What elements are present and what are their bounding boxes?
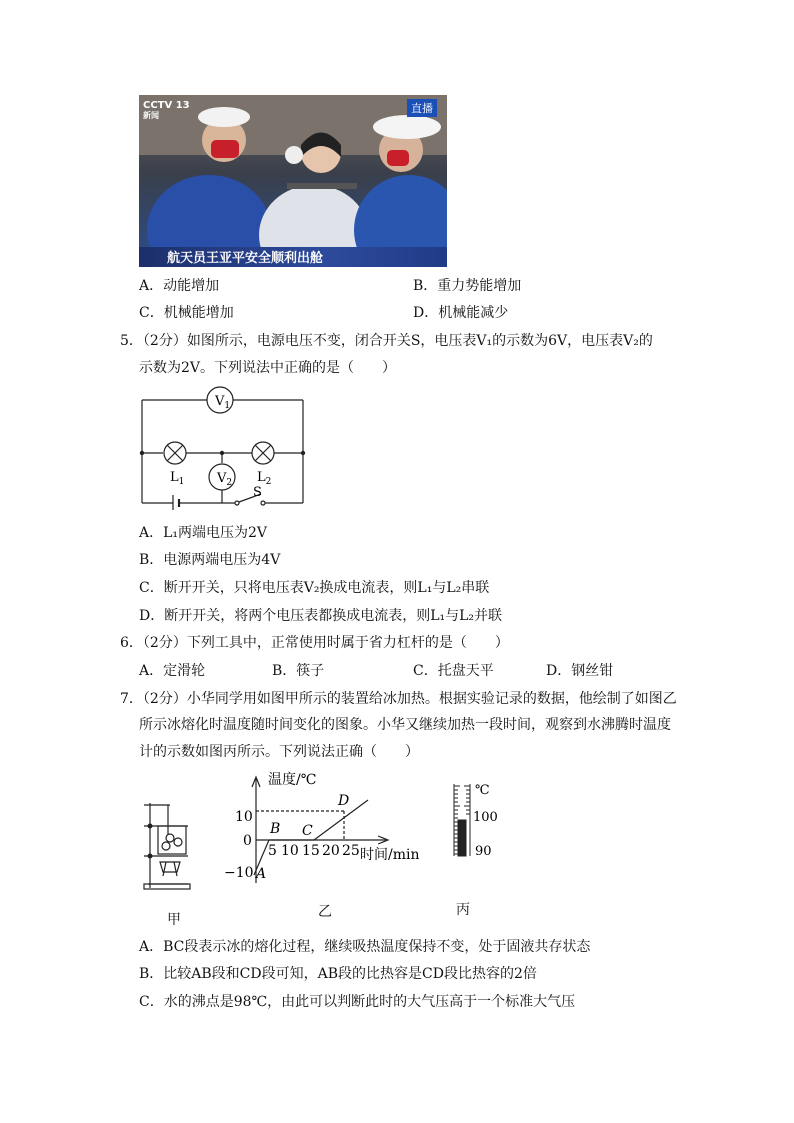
q4-option-b: B．重力势能增加 <box>413 278 522 294</box>
q5-option-a: A．L₁两端电压为2V <box>139 525 268 541</box>
fig-label-jia: 甲 <box>167 912 181 928</box>
xtick-5: 5 <box>268 843 277 859</box>
photo-caption: 航天员王亚平安全顺利出舱 <box>167 251 324 266</box>
astronaut-photo <box>139 95 447 267</box>
q6-option-a: A．定滑轮 <box>139 663 206 679</box>
ytick-0: 0 <box>243 833 252 849</box>
q4-option-c: C．机械能增加 <box>139 305 234 321</box>
fig-label-yi: 乙 <box>318 904 332 920</box>
q4-option-d: D．机械能减少 <box>413 305 509 321</box>
xtick-15: 15 <box>302 843 320 859</box>
point-b: B <box>270 821 281 837</box>
heating-apparatus <box>140 800 195 895</box>
thermometer-label-90: 90 <box>475 844 492 859</box>
q5-stem-line2: 示数为2V。下列说法中正确的是（ ） <box>139 360 397 376</box>
q5-option-d: D．断开开关，将两个电压表都换成电流表，则L₁与L₂并联 <box>139 608 503 624</box>
q7-stem-line3: 计的示数如图丙所示。下列说法正确（ ） <box>139 744 419 760</box>
ytick-10: 10 <box>235 809 253 825</box>
temperature-time-graph <box>218 765 433 885</box>
q5-circuit-diagram <box>135 385 315 510</box>
switch-label: S <box>253 485 262 500</box>
q7-option-b: B．比较AB段和CD段可知，AB段的比热容是CD段比热容的2倍 <box>139 966 537 982</box>
xtick-20: 20 <box>322 843 340 859</box>
q6-option-c: C．托盘天平 <box>413 663 494 679</box>
lamp-l1-label: $L_1$ <box>170 470 185 487</box>
q6-option-b: B．筷子 <box>272 663 325 679</box>
q5-stem-line1: 5．（2分）如图所示，电源电压不变，闭合开关S，电压表V₁的示数为6V，电压表V₂的 <box>120 333 653 349</box>
q5-option-b: B．电源两端电压为4V <box>139 552 281 568</box>
lamp-l2-label: $L_2$ <box>257 470 272 487</box>
graph-ylabel: 温度/℃ <box>268 772 317 788</box>
q5-option-c: C．断开开关，只将电压表V₂换成电流表，则L₁与L₂串联 <box>139 580 490 596</box>
q7-stem-line2: 所示冰熔化时温度随时间变化的图象。小华又继续加热一段时间，观察到水沸腾时温度 <box>139 717 671 733</box>
caption-bar <box>139 247 447 267</box>
q6-stem: 6．（2分）下列工具中，正常使用时属于省力杠杆的是（ ） <box>120 635 509 651</box>
fig-label-bing: 丙 <box>456 902 470 918</box>
meter-v2-label: $V_2$ <box>217 471 233 488</box>
point-d: D <box>338 793 350 809</box>
meter-v1-label: $V_1$ <box>215 394 231 411</box>
q7-option-c: C．水的沸点是98℃，由此可以判断此时的大气压高于一个标准大气压 <box>139 994 576 1010</box>
thermometer <box>448 780 508 862</box>
thermometer-unit: ℃ <box>475 783 490 798</box>
channel-logo: CCTV 13 新闻 <box>143 100 190 120</box>
point-c: C <box>302 823 313 839</box>
xtick-10: 10 <box>281 843 299 859</box>
live-badge: 直播 <box>407 99 437 117</box>
q4-option-a: A．动能增加 <box>139 278 220 294</box>
graph-xlabel: 时间/min <box>360 847 420 863</box>
xtick-25: 25 <box>342 843 360 859</box>
q7-stem-line1: 7．（2分）小华同学用如图甲所示的装置给冰加热。根据实验记录的数据，他绘制了如图乙 <box>120 691 677 707</box>
ytick-neg10: −10 <box>224 865 254 881</box>
thermometer-label-100: 100 <box>473 810 498 825</box>
q7-option-a: A．BC段表示冰的熔化过程，继续吸热温度保持不变，处于固液共存状态 <box>139 939 591 955</box>
point-a: A <box>256 866 267 882</box>
q6-option-d: D．钢丝钳 <box>546 663 614 679</box>
